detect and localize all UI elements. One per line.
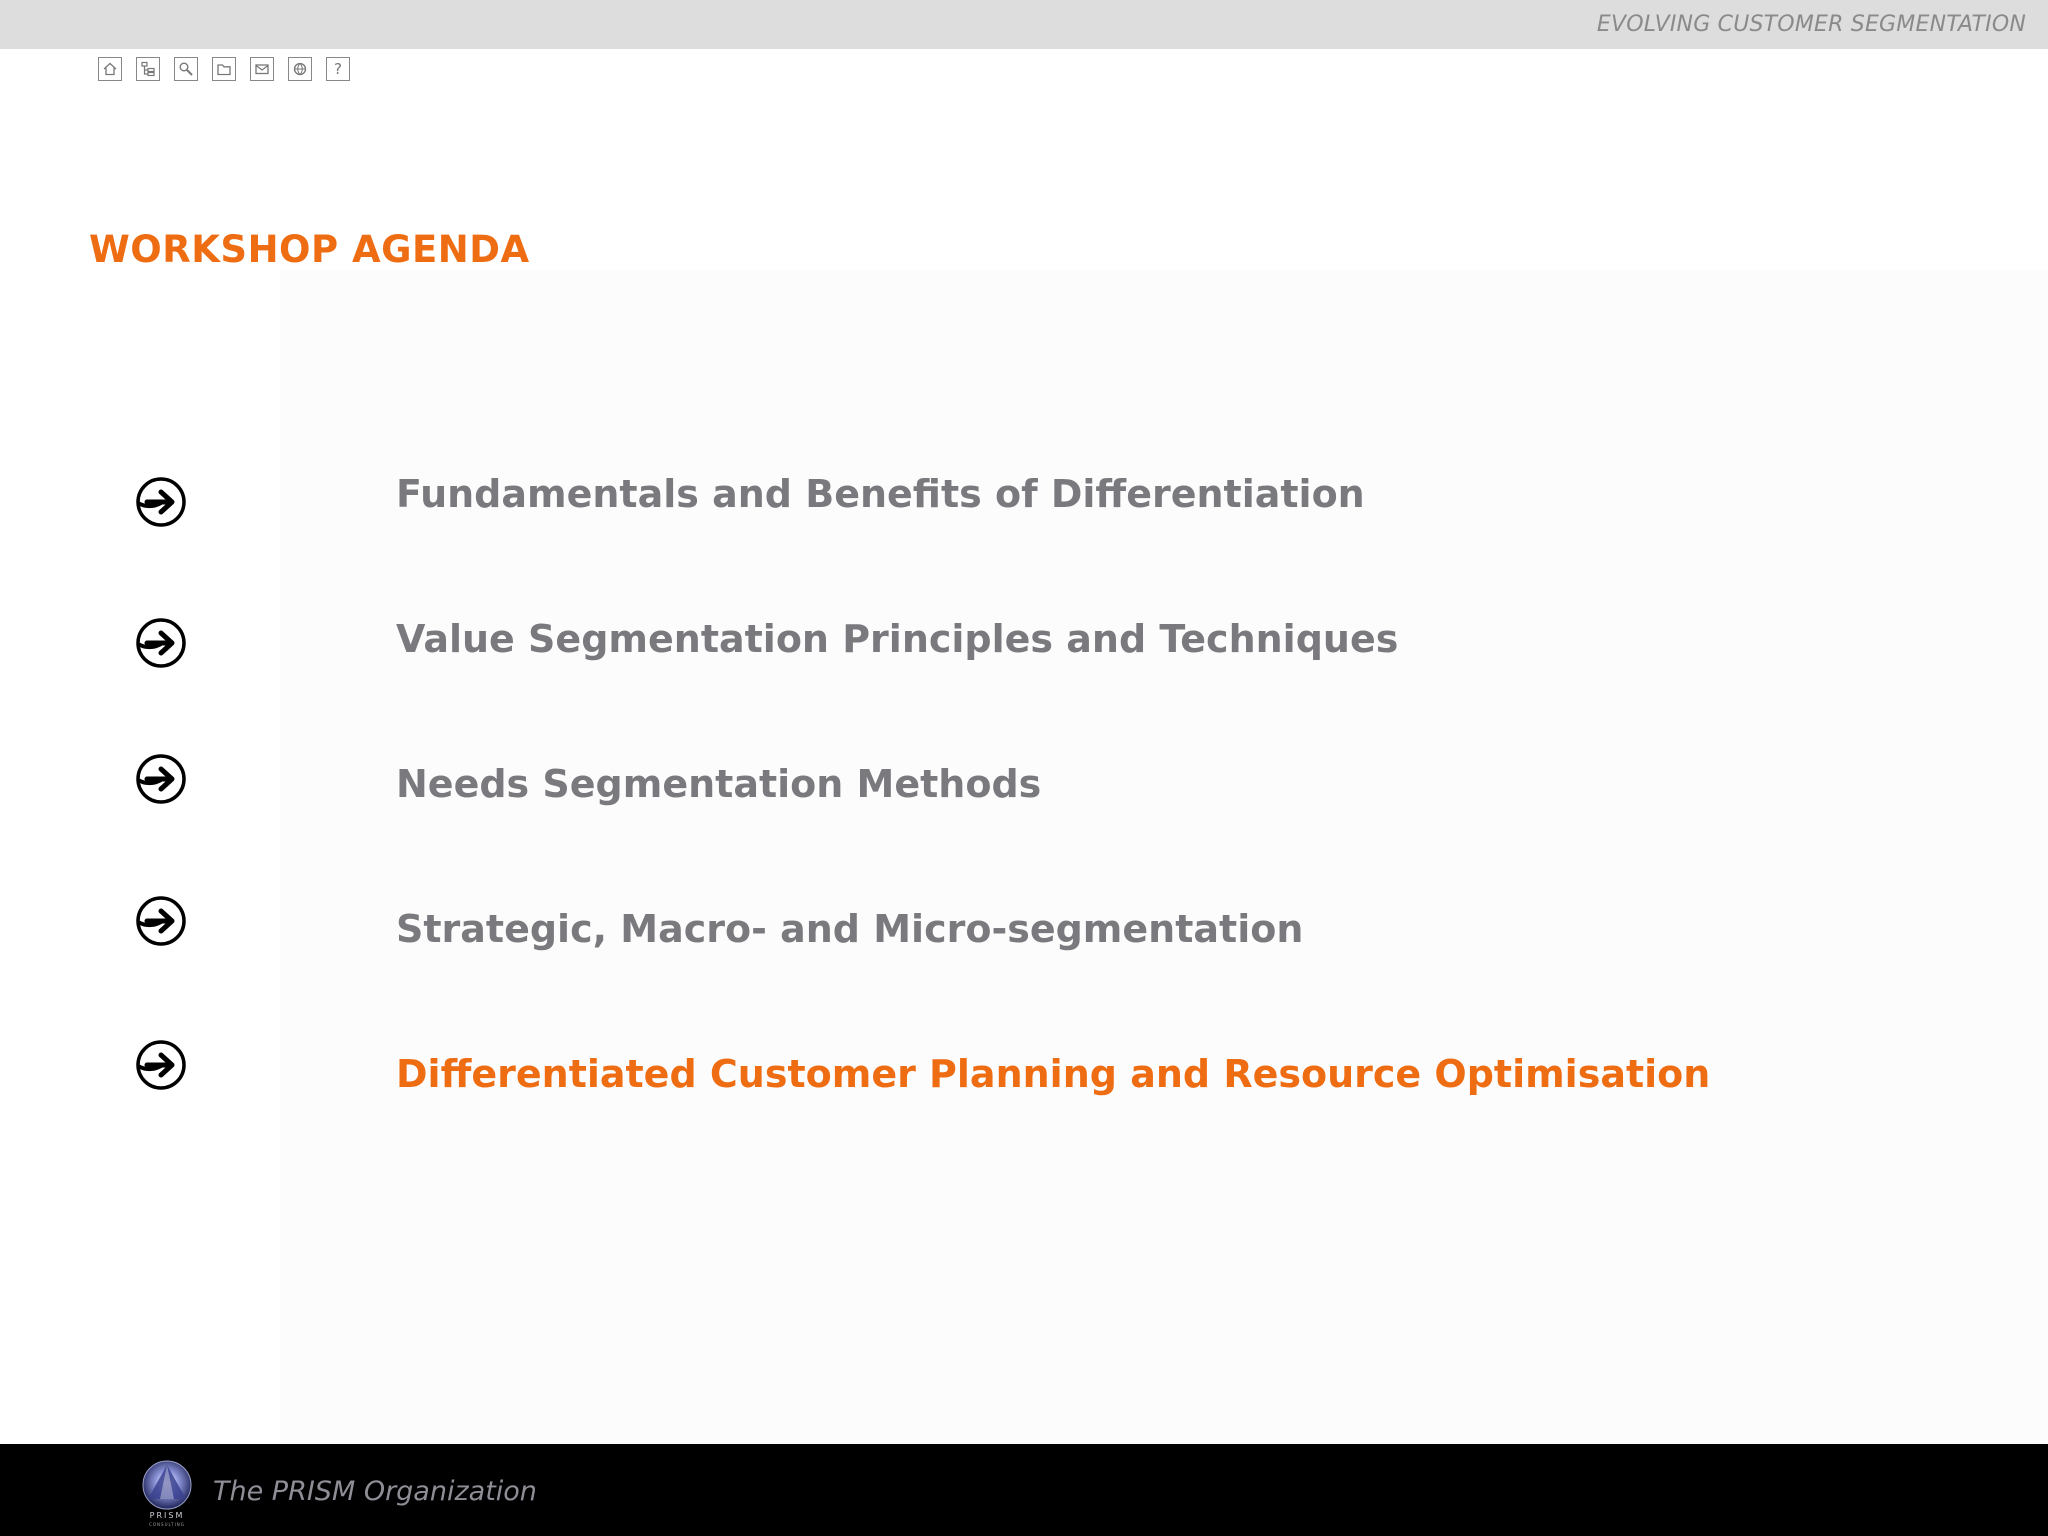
mail-icon[interactable] [250, 57, 274, 81]
arrow-right-icon [134, 752, 188, 806]
agenda-item [0, 907, 2048, 977]
presentation-title: EVOLVING CUSTOMER SEGMENTATION [1596, 12, 2026, 37]
logo-subtext: CONSULTING [149, 1522, 185, 1527]
agenda-title: WORKSHOP AGENDA [89, 228, 530, 271]
arrow-right-icon [134, 894, 188, 948]
agenda-item [0, 617, 2048, 687]
footer [0, 1444, 2048, 1536]
logo-text: PRISM [149, 1511, 185, 1520]
agenda-item [0, 762, 2048, 832]
folder-icon[interactable] [212, 57, 236, 81]
top-bar [0, 0, 2048, 49]
sitemap-icon[interactable] [136, 57, 160, 81]
search-icon[interactable] [174, 57, 198, 81]
agenda-item-label[interactable]: Value Segmentation Principles and Techniques [396, 617, 1399, 661]
organization-name: The PRISM Organization [213, 1476, 537, 1507]
agenda-item [0, 472, 2048, 542]
agenda-item-label[interactable]: Differentiated Customer Planning and Resource Optimisation [396, 1052, 1711, 1096]
home-icon[interactable] [98, 57, 122, 81]
help-glyph: ? [334, 59, 342, 78]
arrow-right-icon [134, 475, 188, 529]
arrow-right-icon [134, 616, 188, 670]
content-area [280, 270, 2048, 1444]
agenda-item-label[interactable]: Strategic, Macro- and Micro-segmentation [396, 907, 1304, 951]
help-icon[interactable] [326, 57, 350, 81]
agenda-item-label[interactable]: Fundamentals and Benefits of Differentiation [396, 472, 1365, 516]
agenda-item-label[interactable]: Needs Segmentation Methods [396, 762, 1042, 806]
arrow-right-icon [134, 1038, 188, 1092]
prism-logo [138, 1458, 196, 1528]
nav-toolbar [98, 57, 350, 81]
globe-icon[interactable] [288, 57, 312, 81]
agenda-item [0, 1052, 2048, 1122]
